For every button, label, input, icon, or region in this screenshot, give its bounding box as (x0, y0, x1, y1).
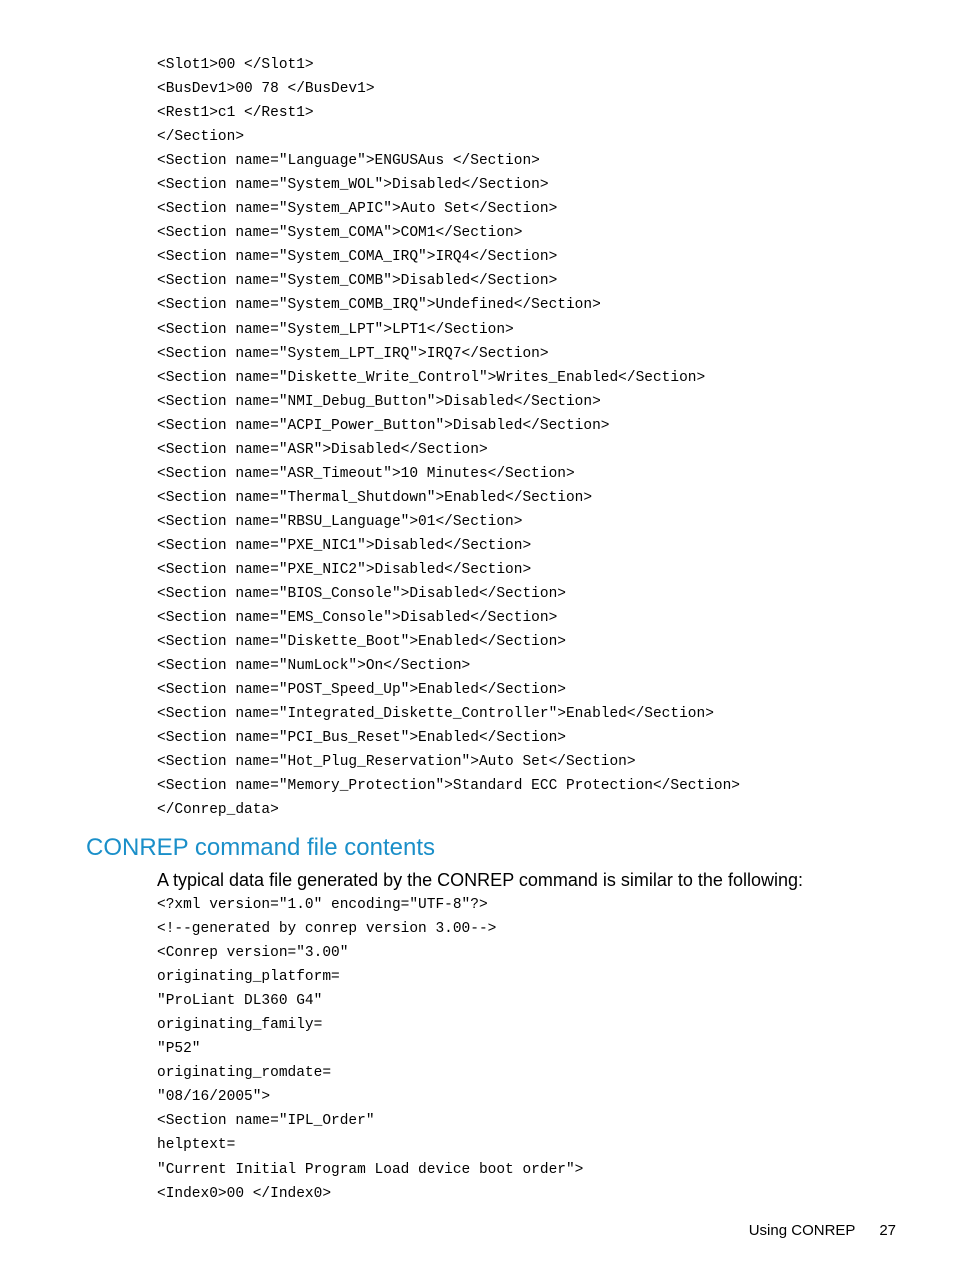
code-line: <Section name="PCI_Bus_Reset">Enabled</Section> (157, 730, 566, 747)
code-line: <Section name="ASR">Disabled</Section> (157, 441, 488, 458)
code-listing-top (157, 53, 740, 823)
code-line: <Section name="ASR_Timeout">10 Minutes</Section> (157, 465, 575, 482)
code-line: <Index0>00 </Index0> (157, 1185, 332, 1202)
code-line: "P52" (157, 1041, 201, 1058)
code-line: </Conrep_data> (157, 802, 279, 819)
code-line: <Section name="NumLock">On</Section> (157, 658, 471, 675)
code-line: <Section name="PXE_NIC2">Disabled</Section> (157, 561, 532, 578)
code-line: "Current Initial Program Load device boot order"> (157, 1161, 584, 1178)
code-line: "08/16/2005"> (157, 1089, 271, 1106)
code-line: <Section name="Diskette_Write_Control">Writes_Enabled</Section> (157, 369, 706, 386)
code-line: "ProLiant DL360 G4" (157, 993, 323, 1010)
code-line: <Section name="System_COMA">COM1</Section> (157, 225, 523, 242)
code-line: <Conrep version="3.00" (157, 945, 349, 962)
code-line: <BusDev1>00 78 </BusDev1> (157, 81, 375, 98)
code-line: <?xml version="1.0" encoding="UTF-8"?> (157, 897, 488, 913)
code-line: <Section name="ACPI_Power_Button">Disabled</Section> (157, 417, 610, 434)
footer-chapter-title: Using CONREP (748, 1222, 856, 1239)
code-line: <Section name="Memory_Protection">Standard ECC Protection</Section> (157, 778, 740, 795)
code-line: <Section name="RBSU_Language">01</Section> (157, 513, 523, 530)
code-line: <!--generated by conrep version 3.00--> (157, 921, 497, 938)
code-line: <Section name="IPL_Order" (157, 1113, 375, 1130)
code-line: <Section name="System_COMB">Disabled</Section> (157, 273, 558, 290)
code-line: <Section name="Thermal_Shutdown">Enabled</Section> (157, 489, 593, 506)
page-footer (749, 1220, 896, 1242)
code-line: <Section name="System_LPT_IRQ">IRQ7</Section> (157, 345, 549, 362)
code-line: originating_family= (157, 1017, 323, 1034)
code-line: <Section name="System_COMA_IRQ">IRQ4</Section> (157, 249, 558, 266)
code-line: <Section name="System_COMB_IRQ">Undefined</Section> (157, 297, 601, 314)
code-line: <Section name="BIOS_Console">Disabled</Section> (157, 586, 566, 603)
code-line: <Section name="System_WOL">Disabled</Section> (157, 177, 549, 194)
intro-paragraph: A typical data file generated by the CONREP command is similar to the following: (157, 870, 803, 890)
code-line: <Section name="System_LPT">LPT1</Section> (157, 321, 514, 338)
code-line: originating_romdate= (157, 1065, 332, 1082)
code-line: <Section name="EMS_Console">Disabled</Section> (157, 610, 558, 627)
code-listing-bottom (157, 893, 583, 1206)
code-line: </Section> (157, 129, 245, 146)
code-line: helptext= (157, 1137, 236, 1154)
code-line: <Section name="System_APIC">Auto Set</Section> (157, 201, 558, 218)
section-heading: CONREP command file contents (86, 834, 436, 861)
code-line: <Rest1>c1 </Rest1> (157, 105, 314, 122)
code-line: <Section name="POST_Speed_Up">Enabled</Section> (157, 682, 566, 699)
code-line: <Section name="PXE_NIC1">Disabled</Section> (157, 537, 532, 554)
code-line: originating_platform= (157, 969, 340, 986)
code-line: <Section name="Diskette_Boot">Enabled</Section> (157, 634, 566, 651)
code-line: <Section name="Integrated_Diskette_Controller">Enabled</Section> (157, 706, 714, 723)
code-line: <Section name="Language">ENGUSAus </Section> (157, 153, 540, 170)
code-line: <Section name="NMI_Debug_Button">Disabled</Section> (157, 393, 601, 410)
code-line: <Section name="Hot_Plug_Reservation">Auto Set</Section> (157, 754, 636, 771)
page-number: 27 (879, 1222, 896, 1239)
code-line: <Slot1>00 </Slot1> (157, 57, 314, 73)
